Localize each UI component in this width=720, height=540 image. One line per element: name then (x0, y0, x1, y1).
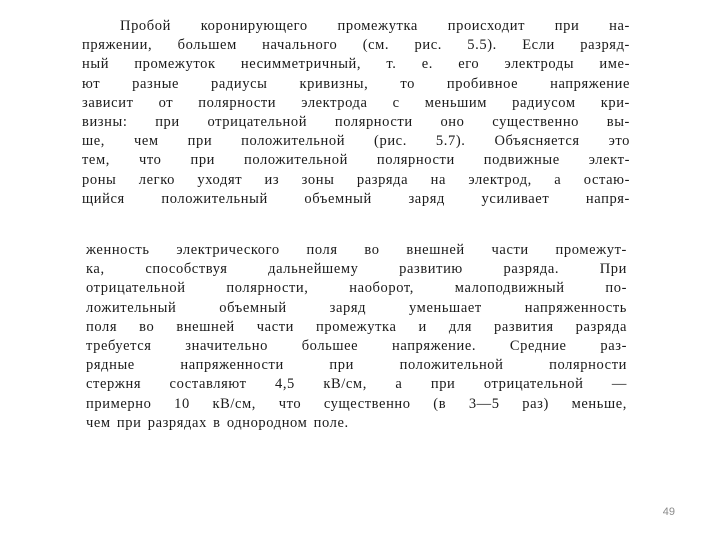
text-line: ют разные радиусы кривизны, то пробивное напряжение (82, 75, 630, 92)
text-line: поля во внешней части промежутка и для развития разряда (86, 318, 627, 335)
text-line: ка, способствуя дальнейшему развитию разряда. При (86, 261, 627, 278)
text-line: примерно 10 кВ/см, что существенно (в 3—5 раз) меньше, (86, 395, 627, 412)
text-line: тем, что при положительной полярности подвижные элект- (82, 152, 630, 169)
text-line: визны: при отрицательной полярности оно существенно вы- (82, 114, 630, 131)
text-line: ложительный объемный заряд уменьшает напряженность (86, 299, 627, 316)
text-line: ше, чем при положительной (рис. 5.7). Объясняется это (82, 133, 630, 150)
text-line: требуется значительно большее напряжение. Средние раз- (86, 338, 627, 355)
text-line: Пробой коронирующего промежутка происходит при на- (120, 18, 630, 34)
text-line: пряжении, большем начального (см. рис. 5.5). Если разряд- (82, 37, 630, 54)
page-number: 49 (662, 506, 675, 518)
text-block-top (82, 17, 630, 209)
text-line: женность электрического поля во внешней части промежут- (86, 242, 627, 258)
text-line: стержня составляют 4,5 кВ/см, а при отрицательной — (86, 376, 627, 393)
text-line: роны легко уходят из зоны разряда на электрод, а остаю- (82, 171, 630, 188)
text-line: ный промежуток несимметричный, т. е. его электроды име- (82, 56, 630, 73)
text-block-bottom (86, 241, 627, 433)
text-line: рядные напряженности при положительной полярности (86, 357, 627, 374)
text-line: чем при разрядах в однородном поле. (86, 414, 349, 431)
text-line: зависит от полярности электрода с меньшим радиусом кри- (82, 94, 630, 111)
text-line: щийся положительный объемный заряд усиливает напря- (82, 190, 630, 207)
text-line: отрицательной полярности, наоборот, малоподвижный по- (86, 280, 627, 297)
